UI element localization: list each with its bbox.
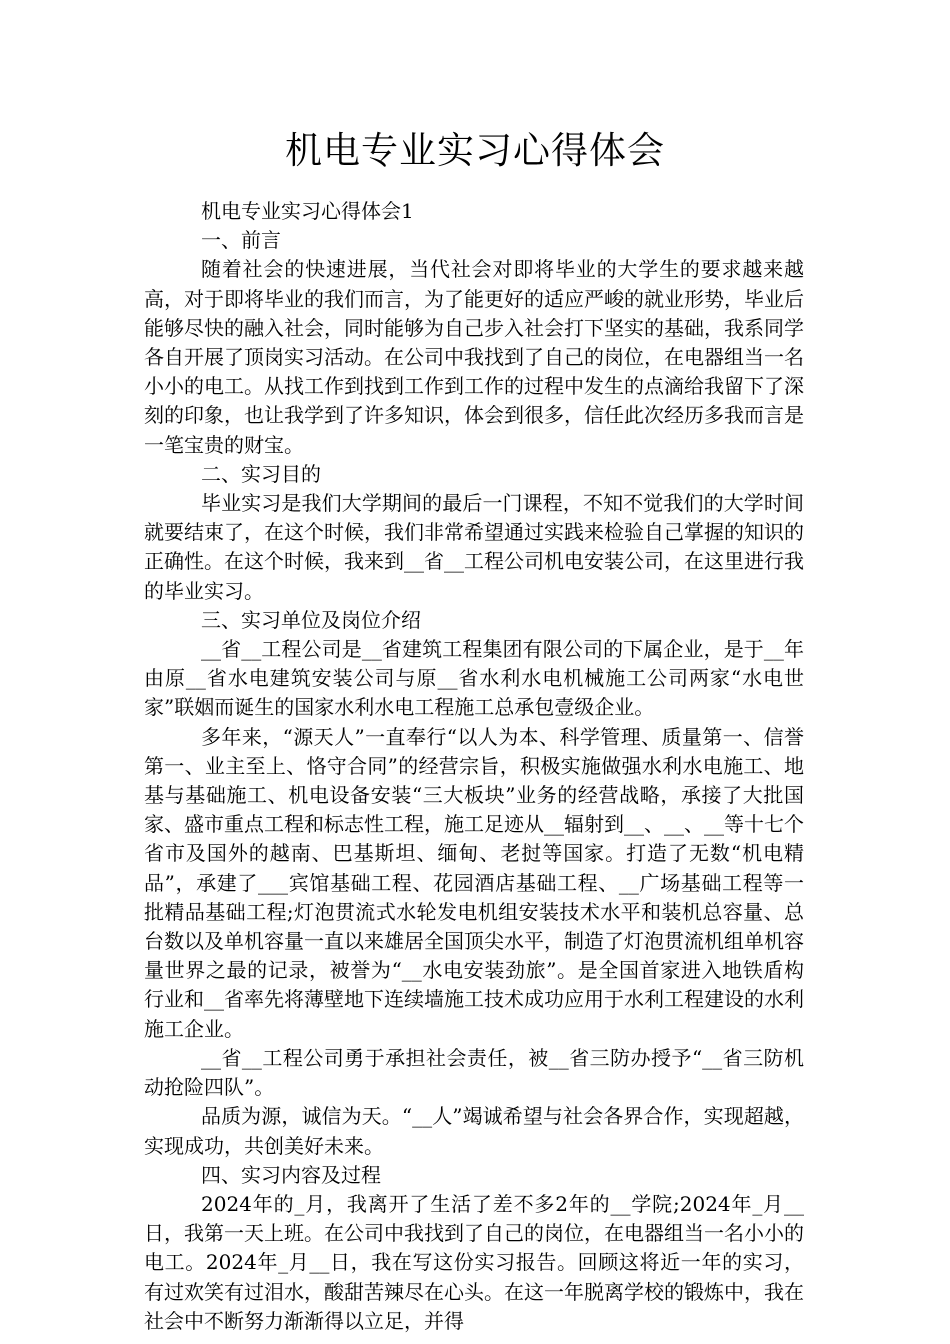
body-paragraph: 随着社会的快速进展，当代社会对即将毕业的大学生的要求越来越高，对于即将毕业的我们而言，为了能更好的适应严峻的就业形势，毕业后能够尽快的融入社会，同时能够为自己步入社会打下坚实的基础，我系同学各自开展了顶岗实习活动。在公司中我找到了自己的岗位，在电器组当一名小小的电工。从找工作到找到工作到工作的过程中发生的点滴给我留下了深刻的印象，也让我学到了许多知识，体会到很多，信任此次经历多我而言是一笔宝贵的财宝。: [144, 257, 804, 457]
body-paragraph: 多年来，“源天人”一直奉行“以人为本、科学管理、质量第一、信誉第一、业主至上、恪守合同”的经营宗旨，积极实施做强水利水电施工、地基与基础施工、机电设备安装“三大板块”业务的经营战略，承接了大批国家、盛市重点工程和标志性工程，施工足迹从__辐射到__、__、__等十七个省市及国外的越南、巴基斯坦、缅甸、老挝等国家。打造了无数“机电精品”，承建了___宾馆基础工程、花园酒店基础工程、__广场基础工程等一批精品基础工程;灯泡贯流式水轮发电机组安装技术水平和装机总容量、总台数以及单机容量一直以来雄居全国顶尖水平，制造了灯泡贯流机组单机容量世界之最的记录，被誉为“__水电安装劲旅”。是全国首家进入地铁盾构行业和__省率先将薄壁地下连续墙施工技术成功应用于水利工程建设的水利施工企业。: [144, 724, 804, 1041]
section-heading: 三、实习单位及岗位介绍: [201, 607, 421, 632]
body-paragraph: 品质为源，诚信为天。“__人”竭诚希望与社会各界合作，实现超越，实现成功，共创美好未来。: [144, 1104, 804, 1158]
section-heading: 四、实习内容及过程: [201, 1162, 381, 1187]
document-body: [144, 197, 804, 1336]
section-heading: 机电专业实习心得体会1: [201, 199, 414, 223]
document-title: 机电专业实习心得体会: [285, 129, 665, 172]
body-paragraph: __省__工程公司勇于承担社会责任，被__省三防办授予“__省三防机动抢险四队”。: [144, 1045, 804, 1100]
body-paragraph: 2024年的_月，我离开了生活了差不多2年的__学院;2024年_月__日，我第一天上班。在公司中我找到了自己的岗位，在电器组当一名小小的电工。2024年_月__日，我在写这份实习报告。回顾这将近一年的实习，有过欢笑有过泪水，酸甜苦辣尽在心头。在这一年脱离学校的锻炼中，我在社会中不断努力渐渐得以立足，并得: [144, 1191, 804, 1333]
section-heading: 一、前言: [201, 228, 281, 253]
body-paragraph: __省__工程公司是__省建筑工程集团有限公司的下属企业，是于__年由原__省水电建筑安装公司与原__省水利水电机械施工公司两家“水电世家”联姻而诞生的国家水利水电工程施工总承包壹级企业。: [144, 637, 804, 720]
section-heading: 二、实习目的: [201, 461, 321, 486]
body-paragraph: 毕业实习是我们大学期间的最后一门课程，不知不觉我们的大学时间就要结束了，在这个时候，我们非常希望通过实践来检验自己掌握的知识的正确性。在这个时候，我来到__省__工程公司机电安装公司，在这里进行我的毕业实习。: [144, 491, 804, 603]
